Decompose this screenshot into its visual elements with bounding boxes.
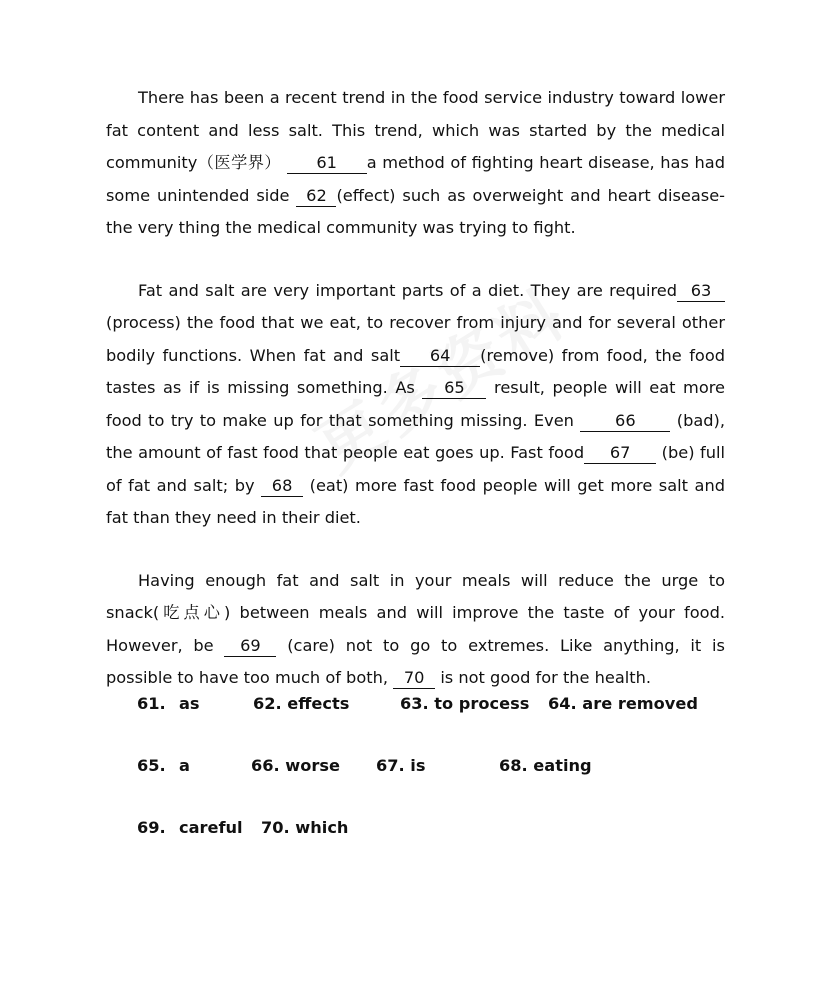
p1-text-3: (effect) such as overweight and heart disease-the very thing the medical community was trying to fight. bbox=[106, 185, 725, 237]
p1-text-1: There has been a recent trend in the food service industry toward lower fat content and less salt. This trend, which was started by the medical community（医学界） bbox=[106, 88, 725, 172]
p2-text-6: (be) full of fat and salt; by bbox=[106, 443, 725, 495]
p3-text-2: (care) not to go to extremes. Like anything, it is possible to have too much of both, bbox=[106, 635, 725, 687]
p2-text-1: Fat and salt are very important parts of a diet. They are required bbox=[138, 280, 677, 300]
answer-69 bbox=[137, 818, 243, 837]
blank-67: 67 bbox=[584, 443, 656, 464]
p2-text-7: (eat) more fast food people will get more salt and fat than they need in their diet. bbox=[106, 475, 725, 527]
answer-65-word: a bbox=[179, 756, 190, 775]
blank-66: 66 bbox=[580, 411, 670, 432]
p2-text-5: (bad), the amount of fast food that people eat goes up. Fast food bbox=[106, 410, 725, 462]
blank-70: 70 bbox=[393, 668, 435, 689]
answer-70: 70. which bbox=[261, 818, 349, 837]
answer-61-word: as bbox=[179, 694, 200, 713]
answer-69-word: careful bbox=[179, 818, 243, 837]
blank-63: 63 bbox=[677, 281, 725, 302]
p2-text-2: (process) the food that we eat, to recover from injury and for several other bodily functions. When fat and salt bbox=[106, 313, 725, 365]
answer-66: 66. worse bbox=[251, 756, 340, 775]
blank-69: 69 bbox=[224, 636, 276, 657]
answer-69-number: 69. bbox=[137, 818, 166, 837]
paragraph-1 bbox=[106, 82, 725, 245]
blank-64: 64 bbox=[400, 346, 480, 367]
answer-61-number: 61. bbox=[137, 694, 166, 713]
answer-68: 68. eating bbox=[499, 756, 592, 775]
blank-61: 61 bbox=[287, 153, 367, 174]
answer-65 bbox=[137, 756, 190, 775]
blank-62: 62 bbox=[296, 186, 336, 207]
answer-61 bbox=[137, 694, 200, 713]
blank-65: 65 bbox=[422, 378, 486, 399]
p3-text-1: Having enough fat and salt in your meals will reduce the urge to snack(吃点心) between meals and will improve the taste of your food. However, be bbox=[106, 570, 725, 655]
p1-text-2: a method of fighting heart disease, has had some unintended side bbox=[106, 153, 725, 205]
passage bbox=[106, 82, 725, 695]
answer-62: 62. effects bbox=[253, 694, 350, 713]
answer-63: 63. to process bbox=[400, 694, 530, 713]
answer-64: 64. are removed bbox=[548, 694, 698, 713]
blank-68: 68 bbox=[261, 476, 303, 497]
answer-67: 67. is bbox=[376, 756, 426, 775]
p3-text-3: is not good for the health. bbox=[440, 668, 652, 687]
answer-65-number: 65. bbox=[137, 756, 166, 775]
paragraph-3 bbox=[106, 565, 725, 695]
paragraph-2 bbox=[106, 275, 725, 535]
p2-text-3: (remove) from food, the food tastes as if is missing something. As bbox=[106, 345, 725, 397]
p2-text-4: result, people will eat more food to try to make up for that something missing. Even bbox=[106, 378, 725, 430]
